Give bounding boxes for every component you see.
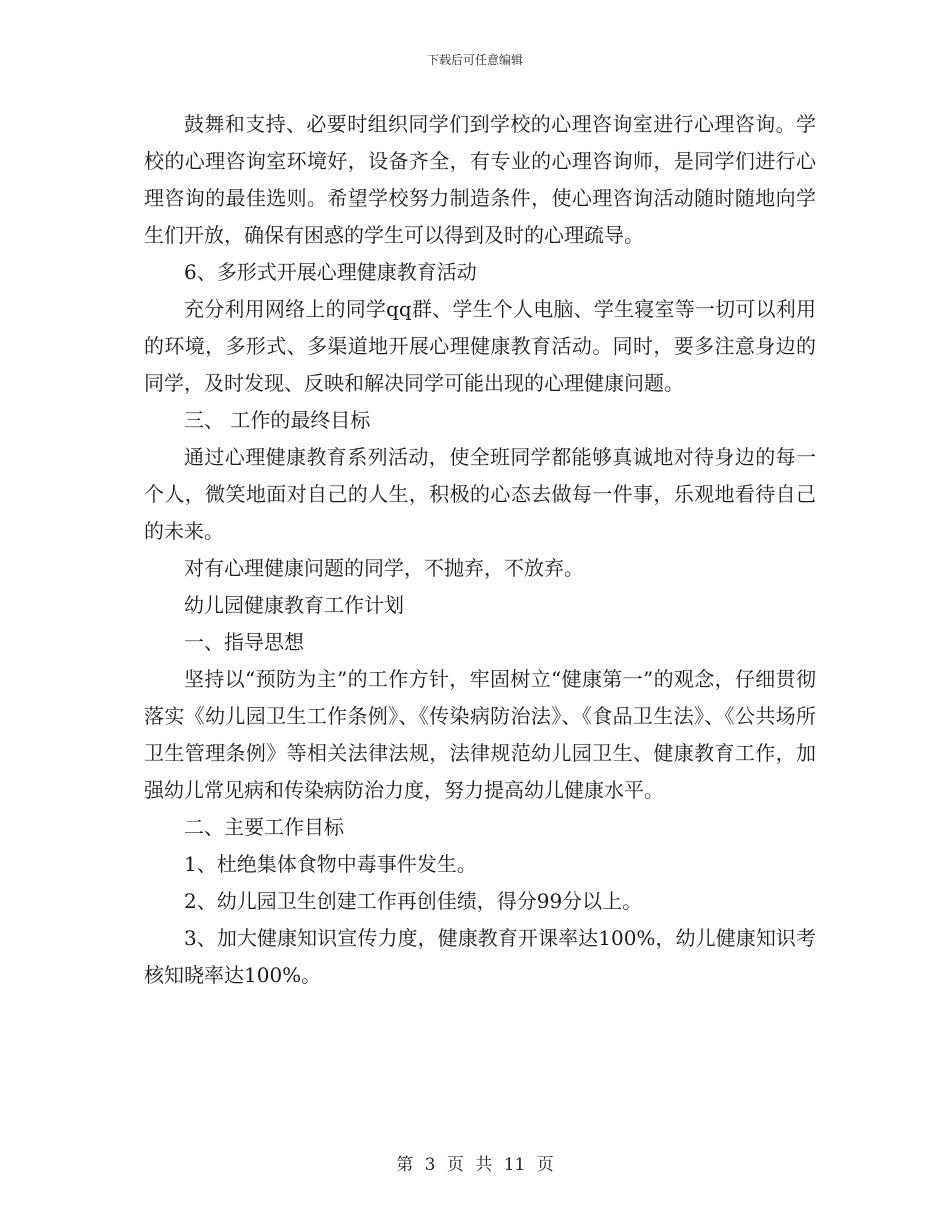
list-item-goal-3: 3、加大健康知识宣传力度，健康教育开课率达100%，幼儿健康知识考核知晓率达100%。 xyxy=(144,926,816,987)
page-number: 第 3 页 共 11 页 xyxy=(396,1155,554,1175)
document-body xyxy=(144,106,816,994)
paragraph-final-goal: 通过心理健康教育系列活动，使全班同学都能够真诚地对待身边的每一个人，微笑地面对自己的人生，积极的心态去做每一件事，乐观地看待自己的未来。 xyxy=(144,445,816,543)
section-heading-guiding-ideology: 一、指导思想 xyxy=(184,630,304,654)
list-item-goal-2: 2、幼儿园卫生创建工作再创佳绩，得分99分以上。 xyxy=(184,889,643,913)
paragraph-guiding-ideology: 坚持以“预防为主”的工作方针，牢固树立“健康第一”的观念，仔细贯彻落实《幼儿园卫生工作条例》、《传染病防治法》、《食品卫生法》、《公共场所卫生管理条例》等相关法律法规，法律规范幼儿园卫生、健康教育工作，加强幼儿常见病和传染病防治力度，努力提高幼儿健康水平。 xyxy=(144,667,816,802)
page-header: 下载后可任意编辑 xyxy=(426,53,523,67)
paragraph-no-abandon: 对有心理健康问题的同学，不抛弃，不放弃。 xyxy=(184,556,584,580)
section-heading-activities: 6、多形式开展心理健康教育活动 xyxy=(184,260,477,284)
list-item-goal-1: 1、杜绝集体食物中毒事件发生。 xyxy=(184,852,477,876)
section-heading-main-goals: 二、主要工作目标 xyxy=(184,815,344,839)
paragraph-counseling: 鼓舞和支持、必要时组织同学们到学校的心理咨询室进行心理咨询。学校的心理咨询室环境好，设备齐全，有专业的心理咨询师，是同学们进行心理咨询的最佳选则。希望学校努力制造条件，使心理咨询活动随时随地向学生们开放，确保有困惑的学生可以得到及时的心理疏导。 xyxy=(144,112,816,247)
section-heading-final-goal: 三、 工作的最终目标 xyxy=(184,408,371,432)
paragraph-activities: 充分利用网络上的同学qq群、学生个人电脑、学生寝室等一切可以利用的环境，多形式、多渠道地开展心理健康教育活动。同时，要多注意身边的同学，及时发现、反映和解决同学可能出现的心理健康问题。 xyxy=(144,297,816,395)
document-title-kindergarten-plan: 幼儿园健康教育工作计划 xyxy=(184,593,404,617)
